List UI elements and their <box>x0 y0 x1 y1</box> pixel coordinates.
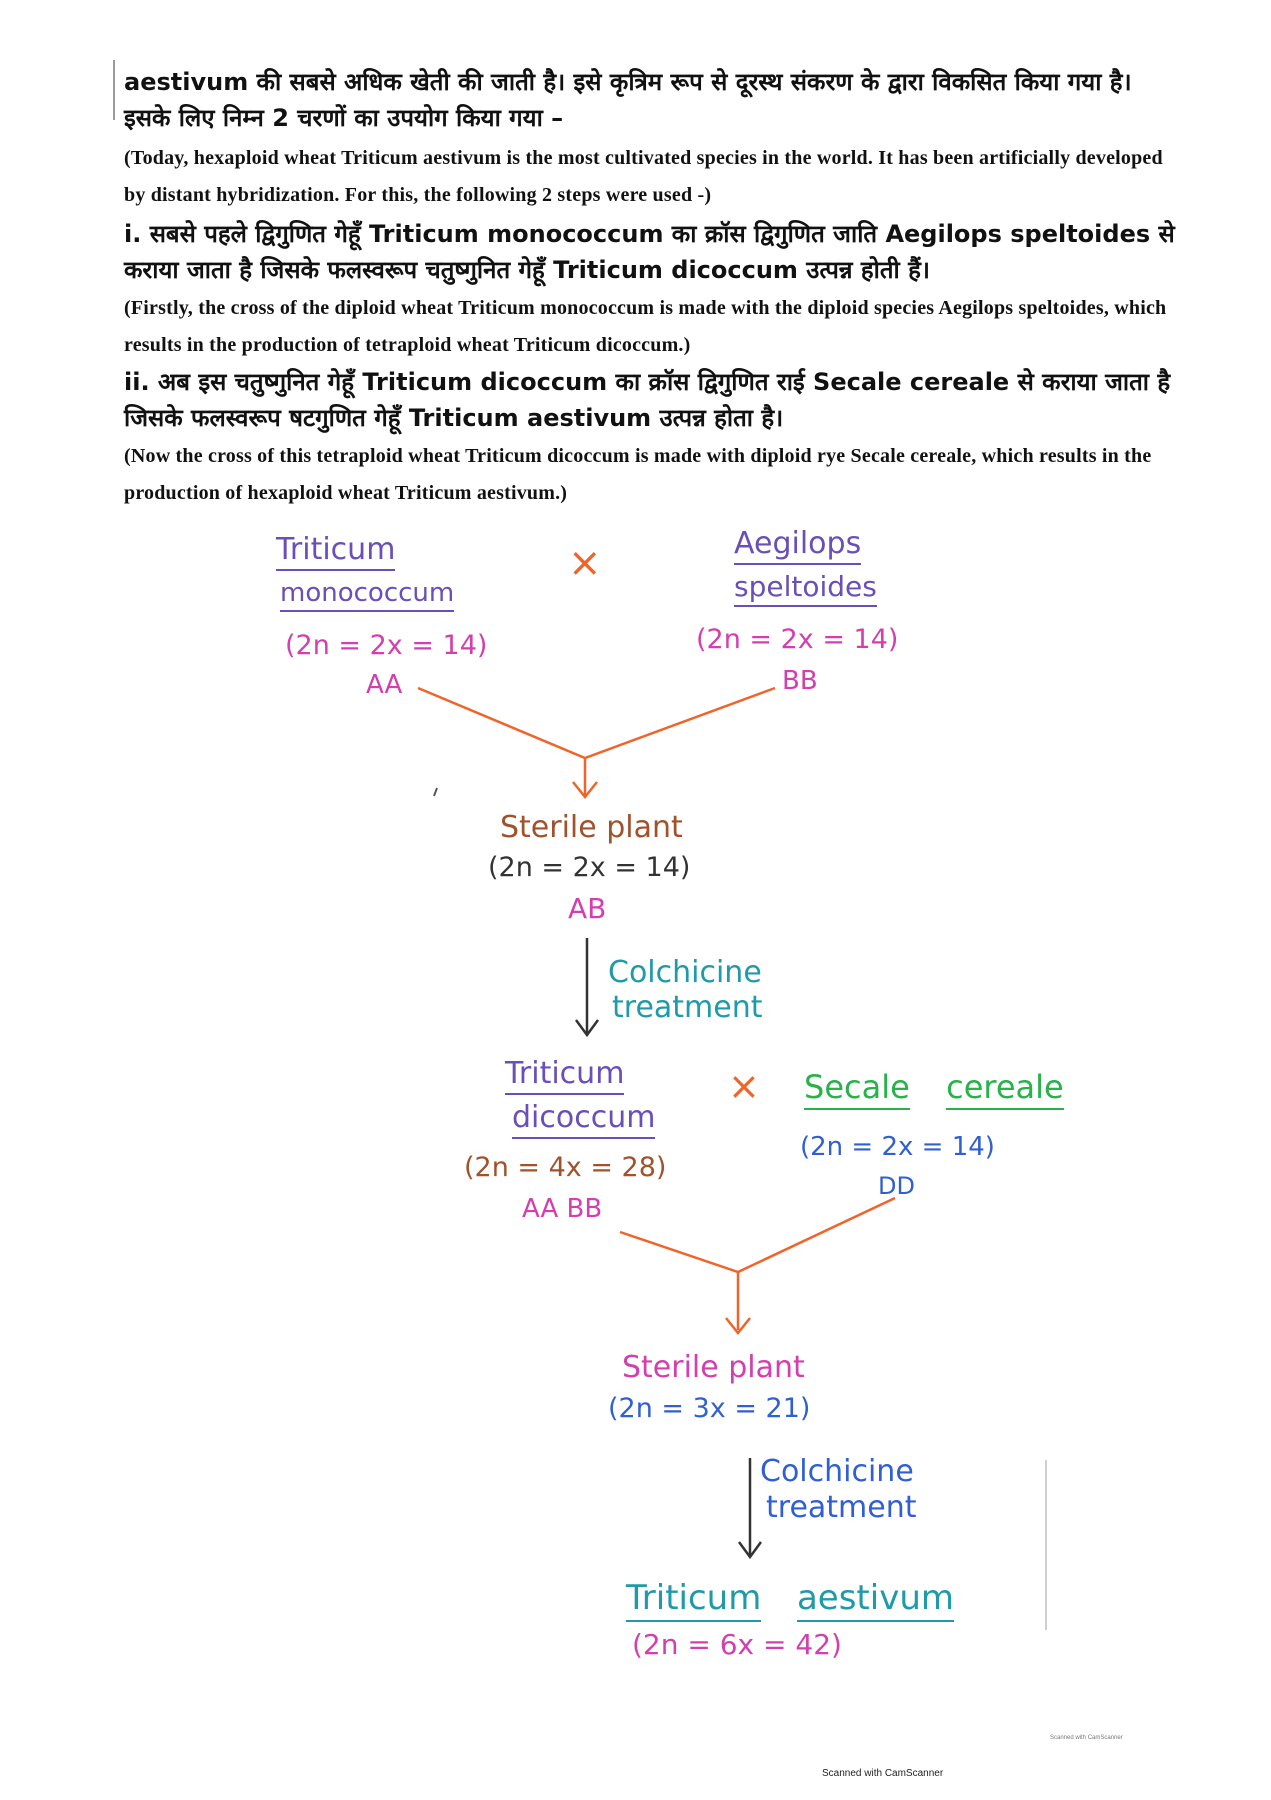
parent4-genome: DD <box>878 1172 915 1200</box>
parent4-name-line1: Secale <box>804 1068 910 1110</box>
hybrid1-formula: (2n = 2x = 14) <box>488 852 691 883</box>
product-name <box>626 1578 954 1618</box>
parent1-genome: AA <box>366 670 403 700</box>
product-name-line1: Triticum <box>626 1578 761 1622</box>
parent3-genome: AA BB <box>522 1194 603 1224</box>
step2-hindi: ii. अब इस चतुष्गुनित गेहूँ Triticum dicoccum का क्रॉस द्विगुणित राई Secale cereale से कराया जाता है जिसके फलस्वरूप षटगुणित गेहूँ Triticum aestivum उत्पन्न होता है। <box>124 368 1171 432</box>
parent2-name-line1: Aegilops <box>734 526 861 565</box>
hybrid1-genome: AB <box>568 892 607 925</box>
parent4-name-line2: cereale <box>946 1068 1064 1110</box>
cross-symbol-2: × <box>728 1064 760 1108</box>
paragraph-intro-hindi: aestivum की सबसे अधिक खेती की जाती है। इसे कृत्रिम रूप से दूरस्थ संकरण के द्वारा विकसित किया गया है। इसके लिए निम्न 2 चरणों का उपयोग किया गया – <box>124 68 1132 132</box>
parent2-genome: BB <box>782 666 818 696</box>
parent1-name-line2: monococcum <box>280 578 454 612</box>
cross1-converge-lines <box>418 688 775 758</box>
step1-hindi: i. सबसे पहले द्विगुणित गेहूँ Triticum monococcum का क्रॉस द्विगुणित जाति Aegilops speltoides से कराया जाता है जिसके फलस्वरूप चतुष्गुनित गेहूँ Triticum dicoccum उत्पन्न होती हैं। <box>124 220 1175 284</box>
treatment1-line1: Colchicine <box>608 955 762 990</box>
parent1-formula: (2n = 2x = 14) <box>285 630 488 661</box>
treatment2-line1: Colchicine <box>760 1454 914 1489</box>
parent3-name-line2: dicoccum <box>512 1100 655 1139</box>
treatment2-line2: treatment <box>766 1490 917 1525</box>
paragraph-intro-english: (Today, hexaploid wheat Triticum aestivum is the most cultivated species in the world. It has been artificially developed by distant hybridization. For this, the following 2 steps were used -) <box>124 147 1163 206</box>
product-formula-partial: (2n = 6x = 42) <box>632 1628 842 1661</box>
hybrid2-formula: (2n = 3x = 21) <box>608 1393 811 1424</box>
product-name-line2: aestivum <box>797 1578 954 1622</box>
cross2-converge-lines <box>620 1198 895 1272</box>
hybrid1-label: Sterile plant <box>500 810 683 845</box>
parent4-formula: (2n = 2x = 14) <box>800 1132 995 1162</box>
parent3-name-line1: Triticum <box>505 1056 624 1095</box>
parent2-formula: (2n = 2x = 14) <box>696 624 899 655</box>
parent2-name-line2: speltoides <box>734 570 877 607</box>
step1-english: (Firstly, the cross of the diploid wheat Triticum monococcum is made with the diploid species Aegilops speltoides, which results in the production of tetraploid wheat Triticum dicoccum.) <box>124 297 1167 356</box>
scanner-watermark-small: Scanned with CamScanner <box>1050 1735 1123 1741</box>
parent1-name-line1: Triticum <box>276 532 395 571</box>
diagram-edge-mark <box>1045 1460 1047 1630</box>
parent3-formula: (2n = 4x = 28) <box>464 1152 667 1183</box>
parent4-name <box>804 1068 1064 1106</box>
step2-english: (Now the cross of this tetraploid wheat Triticum dicoccum is made with diploid rye Secale cereale, which results in the production of hexaploid wheat Triticum aestivum.) <box>124 445 1152 504</box>
scanner-watermark: Scanned with CamScanner <box>822 1768 944 1779</box>
hybrid2-label: Sterile plant <box>622 1350 805 1385</box>
cross-symbol-1: × <box>568 540 602 586</box>
stray-mark <box>434 788 437 796</box>
product-formula-clip <box>626 1628 956 1661</box>
treatment1-line2: treatment <box>612 990 763 1025</box>
